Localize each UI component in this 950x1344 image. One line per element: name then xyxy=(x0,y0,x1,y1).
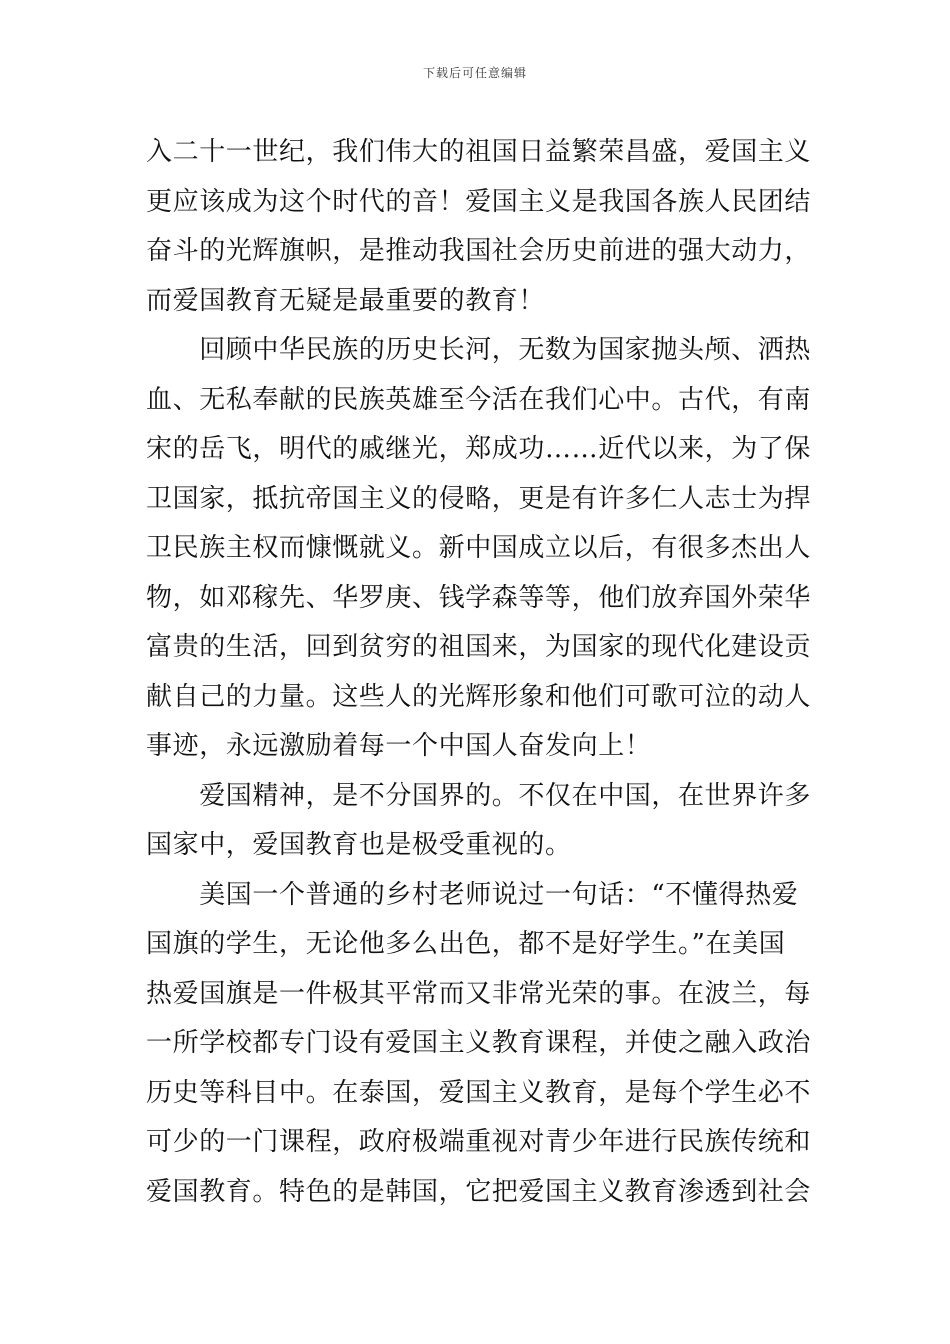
text-line: 宋的岳飞，明代的戚继光，郑成功……近代以来，为了保 xyxy=(146,434,812,464)
text-line: 美国一个普通的乡村老师说过一句话：“不懂得热爱 xyxy=(146,879,799,910)
text-line: 富贵的生活，回到贫穷的祖国来，为国家的现代化建设贡 xyxy=(146,632,812,662)
text-line: 爱国精神，是不分国界的。不仅在中国，在世界许多 xyxy=(146,780,812,811)
text-line: 历史等科目中。在泰国，爱国主义教育，是每个学生必不 xyxy=(146,1077,812,1108)
text-line: 一所学校都专门设有爱国主义教育课程，并使之融入政治 xyxy=(146,1028,812,1058)
text-line: 卫民族主权而慷慨就义。新中国成立以后，有很多杰出人 xyxy=(146,533,812,563)
text-line: 而爱国教育无疑是最重要的教育！ xyxy=(146,285,546,316)
text-line: 热爱国旗是一件极其平常而又非常光荣的事。在波兰，每 xyxy=(146,978,812,1009)
text-line: 爱国教育。特色的是韩国，它把爱国主义教育渗透到社会 xyxy=(146,1176,812,1207)
text-line: 血、无私奉献的民族英雄至今活在我们心中。古代，有南 xyxy=(146,384,812,415)
text-line: 献自己的力量。这些人的光辉形象和他们可歌可泣的动人 xyxy=(146,681,812,712)
text-line: 回顾中华民族的历史长河，无数为国家抛头颅、洒热 xyxy=(146,335,812,365)
document-body xyxy=(146,128,812,1217)
text-line: 奋斗的光辉旗帜，是推动我国社会历史前进的强大动力， xyxy=(146,236,812,266)
text-line: 事迹，永远激励着每一个中国人奋发向上！ xyxy=(146,731,652,761)
text-line: 更应该成为这个时代的音！爱国主义是我国各族人民团结 xyxy=(146,186,812,217)
page-header: 下载后可任意编辑 xyxy=(422,66,527,80)
text-line: 卫国家，抵抗帝国主义的侵略，更是有许多仁人志士为捍 xyxy=(146,483,812,514)
text-line: 物，如邓稼先、华罗庚、钱学森等等，他们放弃国外荣华 xyxy=(146,582,812,613)
text-line: 国家中，爱国教育也是极受重视的。 xyxy=(146,830,572,860)
text-line: 可少的一门课程，政府极端重视对青少年进行民族传统和 xyxy=(146,1127,812,1157)
text-line: 国旗的学生，无论他多么出色，都不是好学生。”在美国 xyxy=(146,929,786,959)
text-line: 入二十一世纪，我们伟大的祖国日益繁荣昌盛，爱国主义 xyxy=(146,137,812,167)
